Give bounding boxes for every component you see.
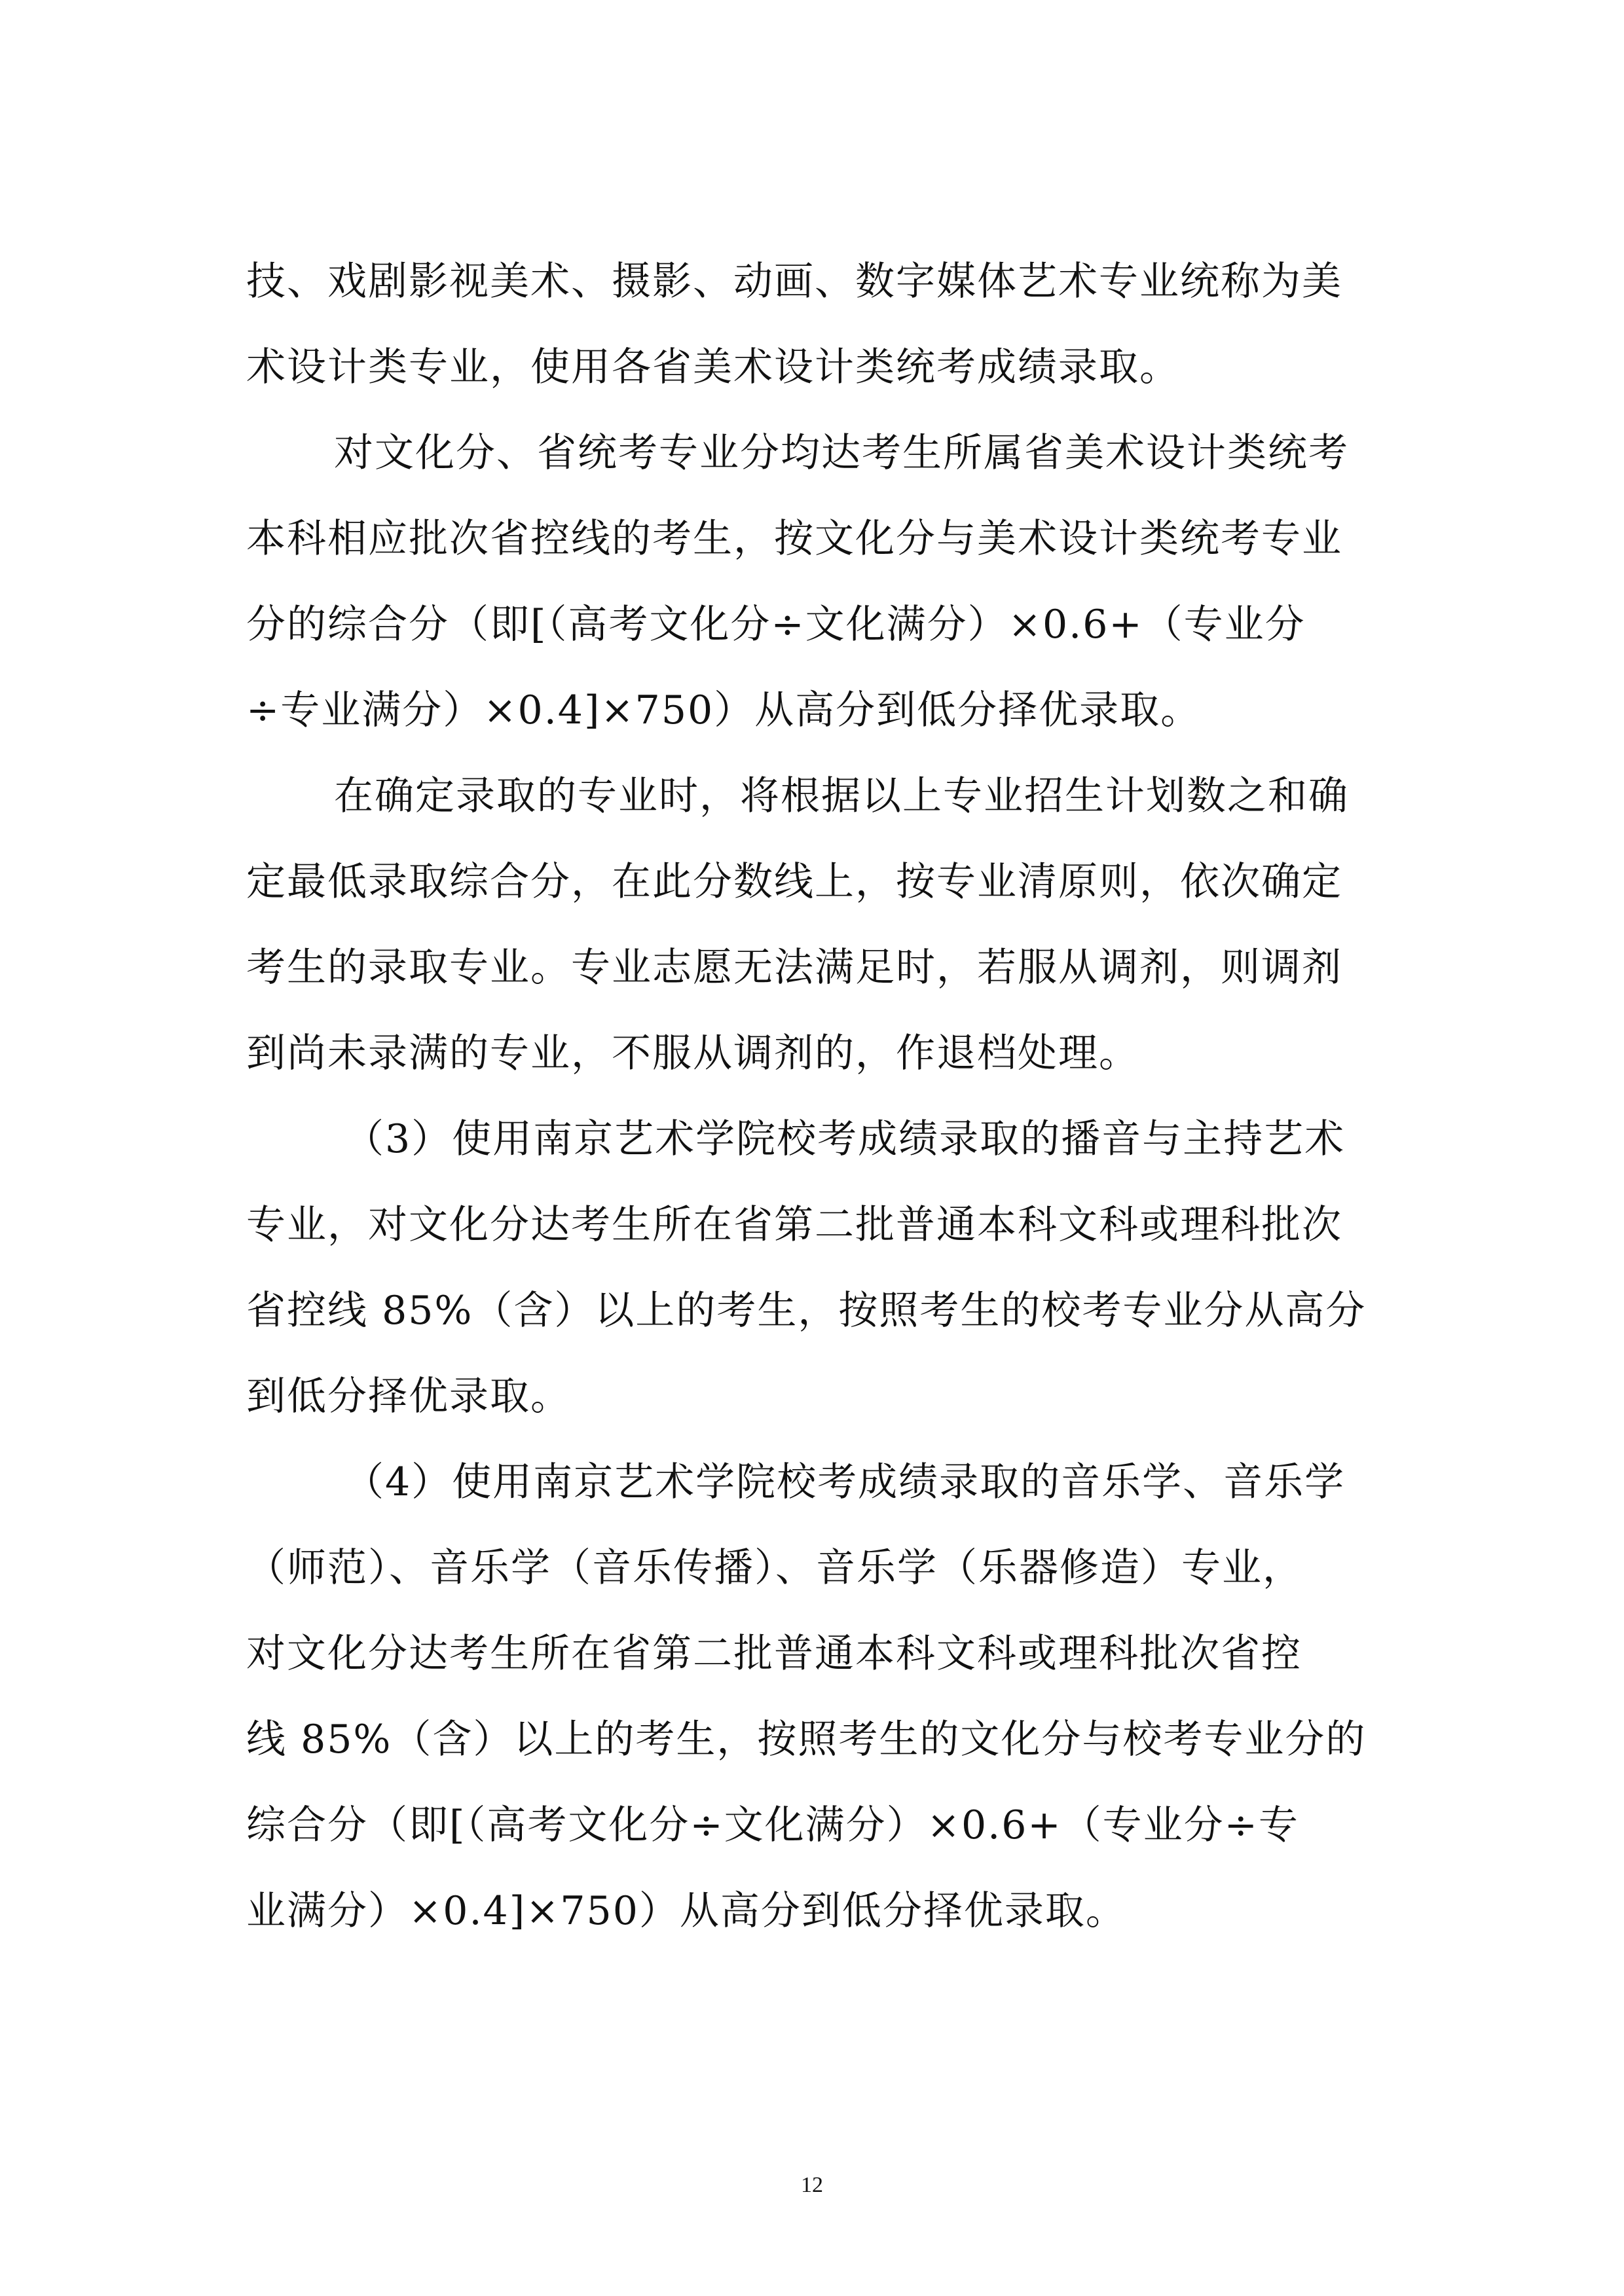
text-line-8: 定最低录取综合分，在此分数线上，按专业清原则，依次确定 (246, 859, 1342, 905)
text-line-3: 对文化分、省统考专业分均达考生所属省美术设计类统考 (334, 430, 1349, 476)
text-line-7: 在确定录取的专业时，将根据以上专业招生计划数之和确 (334, 773, 1349, 819)
text-line-20: 业满分）×0.4]×750）从高分到低分择优录取。 (246, 1888, 1126, 1934)
text-line-12: 专业，对文化分达考生所在省第二批普通本科文科或理科批次 (246, 1202, 1342, 1248)
text-line-15: （4）使用南京艺术学院校考成绩录取的音乐学、音乐学 (344, 1459, 1346, 1505)
text-line-4: 本科相应批次省控线的考生，按文化分与美术设计类统考专业 (246, 516, 1342, 562)
text-line-14: 到低分择优录取。 (246, 1374, 571, 1419)
text-line-9: 考生的录取专业。专业志愿无法满足时，若服从调剂，则调剂 (246, 945, 1342, 991)
text-line-11: （3）使用南京艺术学院校考成绩录取的播音与主持艺术 (344, 1116, 1346, 1162)
text-line-17: 对文化分达考生所在省第二批普通本科文科或理科批次省控 (246, 1631, 1302, 1677)
text-line-5: 分的综合分（即[（高考文化分÷文化满分）×0.6+（专业分 (246, 602, 1306, 647)
text-line-1: 技、戏剧影视美术、摄影、动画、数字媒体艺术专业统称为美 (246, 259, 1342, 304)
text-line-2: 术设计类专业，使用各省美术设计类统考成绩录取。 (246, 344, 1180, 390)
text-line-19: 综合分（即[（高考文化分÷文化满分）×0.6+（专业分÷专 (246, 1802, 1299, 1848)
text-line-16: （师范）、音乐学（音乐传播）、音乐学（乐器修造）专业， (246, 1545, 1303, 1591)
page-number: 12 (801, 2173, 823, 2197)
text-line-13: 省控线 85%（含）以上的考生，按照考生的校考专业分从高分 (246, 1288, 1367, 1334)
text-line-18: 线 85%（含）以上的考生，按照考生的文化分与校考专业分的 (246, 1717, 1367, 1762)
body-text (246, 239, 1412, 1954)
text-line-10: 到尚未录满的专业，不服从调剂的，作退档处理。 (246, 1030, 1139, 1076)
text-line-6: ÷专业满分）×0.4]×750）从高分到低分择优录取。 (246, 687, 1202, 733)
